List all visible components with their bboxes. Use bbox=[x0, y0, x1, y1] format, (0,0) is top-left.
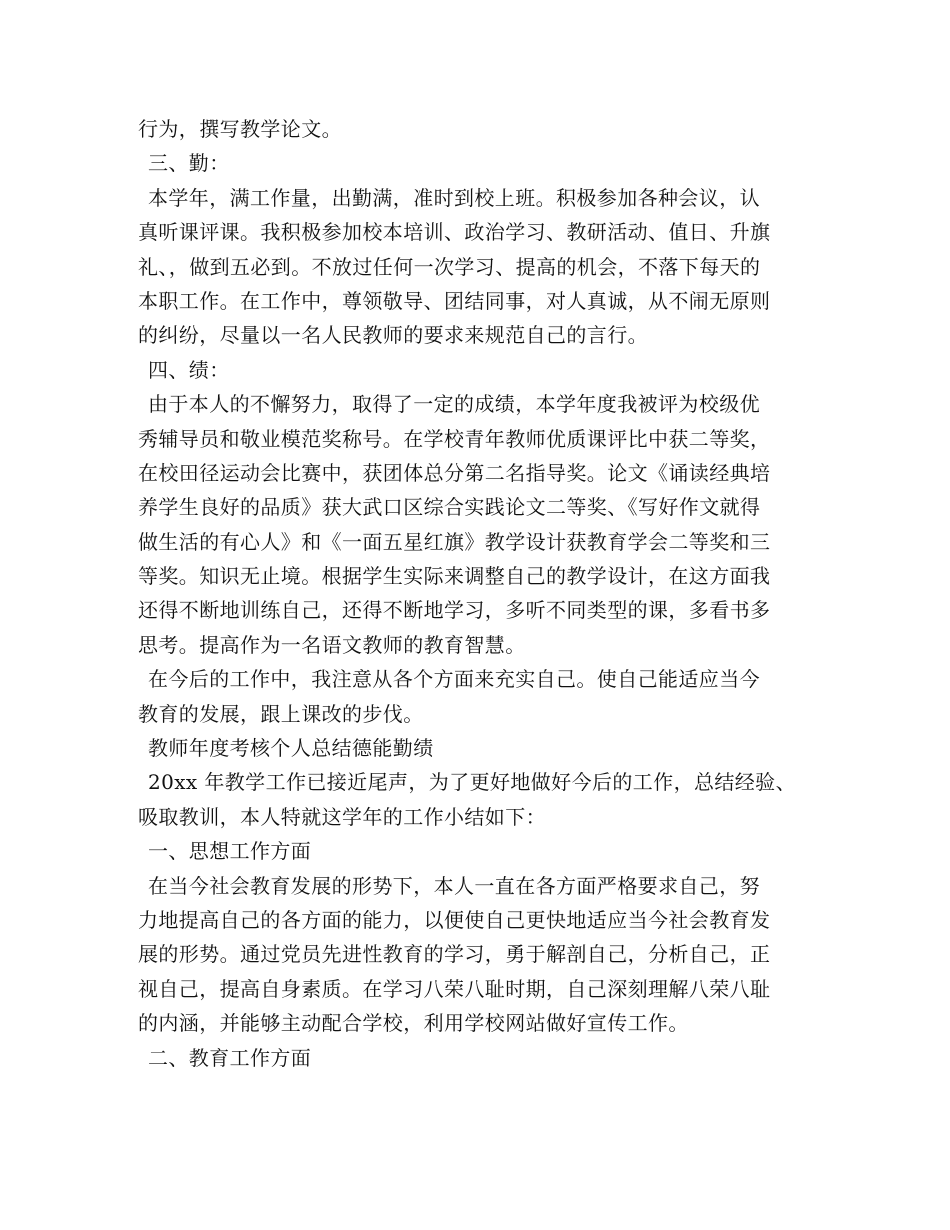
text-line: 教师年度考核个人总结德能勤绩 bbox=[148, 736, 434, 761]
text-line: 做生活的有心人》和《一面五星红旗》教学设计获教育学会二等奖和三 bbox=[138, 529, 771, 554]
text-line: 力地提高自己的各方面的能力，以便使自己更快地适应当今社会教育发 bbox=[138, 907, 771, 932]
text-line: 礼、，做到五必到。不放过任何一次学习、提高的机会，不落下每天的 bbox=[138, 254, 761, 279]
text-line: 20xx 年教学工作已接近尾声，为了更好地做好今后的工作，总结经验、 bbox=[148, 770, 796, 795]
text-line: 在当今社会教育发展的形势下，本人一直在各方面严格要求自己，努 bbox=[148, 873, 760, 898]
text-line: 三、勤： bbox=[148, 151, 230, 176]
text-line: 的纠纷，尽量以一名人民教师的要求来规范自己的言行。 bbox=[138, 323, 648, 348]
text-line: 还得不断地训练自己，还得不断地学习，多听不同类型的课，多看书多 bbox=[138, 598, 771, 623]
text-line: 本职工作。在工作中，尊领敬导、团结同事，对人真诚，从不闹无原则 bbox=[138, 288, 771, 313]
text-line: 本学年，满工作量，出勤满，准时到校上班。积极参加各种会议，认 bbox=[148, 185, 760, 210]
text-line: 养学生良好的品质》获大武口区综合实践论文二等奖、《写好作文就得 bbox=[138, 495, 761, 520]
text-line: 展的形势。通过党员先进性教育的学习，勇于解剖自己，分析自己，正 bbox=[138, 942, 771, 967]
document-body bbox=[138, 112, 828, 1075]
text-line: 思考。提高作为一名语文教师的教育智慧。 bbox=[138, 632, 526, 657]
text-line: 四、绩： bbox=[148, 357, 230, 382]
text-line: 秀辅导员和敬业模范奖称号。在学校青年教师优质课评比中获二等奖， bbox=[138, 426, 771, 451]
text-line: 视自己，提高自身素质。在学习八荣八耻时期，自己深刻理解八荣八耻 bbox=[138, 976, 771, 1001]
text-line: 教育的发展，跟上课改的步伐。 bbox=[138, 701, 424, 726]
text-line: 等奖。知识无止境。根据学生实际来调整自己的教学设计，在这方面我 bbox=[138, 564, 771, 589]
text-line: 真听课评课。我积极参加校本培训、政治学习、教研活动、值日、升旗 bbox=[138, 220, 771, 245]
text-line: 在校田径运动会比赛中，获团体总分第二名指导奖。论文《诵读经典培 bbox=[138, 460, 771, 485]
text-line: 二、教育工作方面 bbox=[148, 1045, 312, 1070]
text-line: 的内涵，并能够主动配合学校，利用学校网站做好宣传工作。 bbox=[138, 1011, 689, 1036]
text-line: 吸取教训，本人特就这学年的工作小结如下： bbox=[138, 804, 546, 829]
text-line: 由于本人的不懈努力，取得了一定的成绩，本学年度我被评为校级优 bbox=[148, 392, 760, 417]
text-line: 一、思想工作方面 bbox=[148, 839, 312, 864]
text-line: 行为，撰写教学论文。 bbox=[138, 117, 342, 141]
text-line: 在今后的工作中，我注意从各个方面来充实自己。使自己能适应当今 bbox=[148, 667, 760, 692]
